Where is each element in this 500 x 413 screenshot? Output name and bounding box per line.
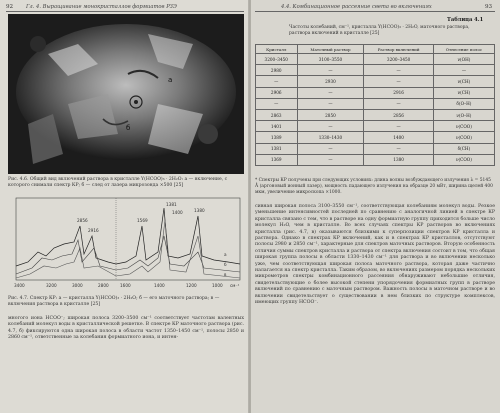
table-cell: 3200–3450 <box>256 54 298 65</box>
x-tick: 3200 <box>46 283 57 288</box>
table-cell: — <box>364 65 433 76</box>
table-cell: — <box>364 76 433 87</box>
table-cell: — <box>297 154 364 165</box>
figure-caption: Рис. 4.6. Общий вид включений раствора в кристалле Y(HCOO)₃ · 2H₂O: а — включение, с которого снимали спектр КР; б — след от лазера микрозонда ×500 [25] <box>8 177 228 188</box>
table-cell: ν(COO) <box>433 154 494 165</box>
table-cell: 3100–3550 <box>297 54 364 65</box>
x-tick: 3000 <box>72 283 83 288</box>
table-cell: ν(CH) <box>433 87 494 98</box>
table-cell: — <box>297 98 364 109</box>
table-cell: ν(OH) <box>433 54 494 65</box>
table-cell: δ(O–H) <box>433 98 494 109</box>
table-cell: ν(CH) <box>433 76 494 87</box>
table-cell: ν(COO) <box>433 121 494 132</box>
table-cell: — <box>364 121 433 132</box>
peak-label: 1380 <box>194 208 205 213</box>
x-tick: 1200 <box>186 283 197 288</box>
table-cell: 1369 <box>256 154 298 165</box>
column-header: Отнесение полос <box>433 45 494 54</box>
table-header-row <box>256 45 495 54</box>
table-cell: 1380 <box>364 154 433 165</box>
table-row <box>256 76 495 87</box>
table-cell: 3200–3450 <box>364 54 433 65</box>
running-header: 4.4. Комбинационное рассеяние света во включениях <box>281 4 432 10</box>
spectrum-caption: Рис. 4.7. Спектр КР: а — кристалла Y(HCOO)₃ · 2H₂O; б — его маточного раствора; в — включения раствора в кристалле [25] <box>8 296 220 307</box>
table-row <box>256 154 495 165</box>
x-axis-unit: см⁻¹ <box>230 283 240 288</box>
table-cell: 2980 <box>256 65 298 76</box>
table-cell: δ(CH) <box>433 143 494 154</box>
table-cell: 2906 <box>256 87 298 98</box>
table-row <box>256 98 495 109</box>
table-cell: — <box>433 65 494 76</box>
page-number: 93 <box>485 4 493 10</box>
x-tick: 1600 <box>120 283 131 288</box>
table-cell: 1330–1430 <box>297 132 364 143</box>
curve-label-a: а <box>224 252 227 257</box>
peak-label: 1400 <box>172 210 183 215</box>
table-row <box>256 54 495 65</box>
table-title: Таблица 4.1 <box>447 17 484 23</box>
spectrum-line-c <box>16 220 240 278</box>
table-cell: — <box>297 121 364 132</box>
table-cell: 1401 <box>256 121 298 132</box>
table-footnote: * Спектры КР получены при следующих условиях: длина волны возбуждающего излучения λ = 5145 Å (аргоновый ионный лазер), мощность падающего излучения на образце 20 мВт, ширина щелей 400 мкм, увеличение микроскопа ×1000. <box>255 178 493 195</box>
table-cell: 1400 <box>364 132 433 143</box>
spectrum-line-b <box>16 236 240 274</box>
inclusion-photograph <box>8 14 244 174</box>
header-rule <box>6 11 244 12</box>
table-cell: 2916 <box>364 87 433 98</box>
page-number: 92 <box>6 4 14 10</box>
table-cell: 1381 <box>256 143 298 154</box>
frequency-table <box>255 44 495 166</box>
table-cell: — <box>364 143 433 154</box>
table-cell: — <box>297 143 364 154</box>
raman-spectrum-figure <box>8 196 244 292</box>
spectrum-line-a <box>16 208 240 266</box>
peak-label: 1381 <box>166 202 177 207</box>
peak-label: 2916 <box>88 228 99 233</box>
body-text: многого иона HCOO⁻; широкая полоса 3200–3500 см⁻¹ соответствует частотам валентных колебаний молекул воды в кристаллической решетке. В спектре КР маточного раствора (рис. 4.7, б) фиксируются одна широкая полоса в области частот 1350–1450 см⁻¹, полосы 2850 и 2860 см⁻¹, ответственные за колебания формиатного иона, и интен- <box>8 316 244 341</box>
figure-label-a: а <box>168 76 173 84</box>
table-cell: 2850 <box>297 109 364 120</box>
table-cell: 1389 <box>256 132 298 143</box>
peak-label: 2856 <box>77 218 88 223</box>
curve-label-b: б <box>224 262 227 267</box>
x-tick: 1000 <box>212 283 223 288</box>
x-tick: 1400 <box>154 283 165 288</box>
running-header: Гл. 4. Выращивание монокристаллов формиатов РЗЭ <box>26 4 177 10</box>
table-row <box>256 132 495 143</box>
left-page <box>0 0 249 413</box>
table-cell: — <box>256 76 298 87</box>
column-header: Маточный раствор <box>297 45 364 54</box>
table-body <box>256 54 495 166</box>
figure-label-b: б <box>126 124 131 132</box>
table-cell: — <box>256 98 298 109</box>
x-tick: 2800 <box>98 283 109 288</box>
peak-label: 1569 <box>137 218 148 223</box>
table-row <box>256 109 495 120</box>
column-header: Раствор включений <box>364 45 433 54</box>
body-text: сивная широкая полоса 3100–3550 см⁻¹, соответствующая колебаниям молекул воды. Резкое уменьшение интенсивностей последней по сравнению с аналогичной линией в спектре КР кристалла связано с тем, что в растворе на одну формиатную группу приходится больше число молекул H₂O, чем в кристалле. Во всех случаях спектры КР растворов во включениях кристалла (рис. 4.7, в) оказываются близкими к суперпозиции спектров КР кристалла и раствора. Однако в спектрах КР включений, как и в спектрах КР кристаллов, отсутствуют полосы 2980 и 2850 см⁻¹, характерные для спектров маточных растворов. Вторую особенность отличия суммы спектров кристалла и раствора от спектра включения состоит в том, что общая широкая группа полосы в области 1330–1430 см⁻¹ для раствора и во включении несколько уже, чем соответствующая широкая полоса маточного раствора, которая даже частично налагается на спектр кристалла. Таким образом, во включениях размером порядка нескольких микрометров спектры комбинационного рассеяния обнаруживают небольшие отличия, свидетельствующие о более высокой степени упорядочения формиатных групп в растворе включений по сравнению с маточным раствором. Важность полосы в маточном растворе и во включении свидетельствует о существовании в нем близких по структуре комплексов, имеющих группу HCOO⁻. <box>255 204 495 306</box>
curve-label-c: в <box>224 272 227 277</box>
table-cell: — <box>297 65 364 76</box>
table-row <box>256 121 495 132</box>
table-cell: 2863 <box>256 109 298 120</box>
header-rule <box>255 11 495 12</box>
table-cell: 2930 <box>297 76 364 87</box>
table-row <box>256 143 495 154</box>
right-page <box>251 0 500 413</box>
table-cell: — <box>297 87 364 98</box>
table-description: Частоты колебаний, см⁻¹, кристалла Y(HCOO)₃ · 2H₂O, маточного раствора, раствора включений в кристалле [25] <box>289 25 470 36</box>
table-cell: ν(COO) <box>433 132 494 143</box>
micrograph-image <box>8 14 244 174</box>
table-row <box>256 65 495 76</box>
table-row <box>256 87 495 98</box>
table-cell: ν(O–H) <box>433 109 494 120</box>
column-header: Кристалл <box>256 45 298 54</box>
table-cell: 2856 <box>364 109 433 120</box>
table-cell: — <box>364 98 433 109</box>
x-tick: 3400 <box>14 283 25 288</box>
